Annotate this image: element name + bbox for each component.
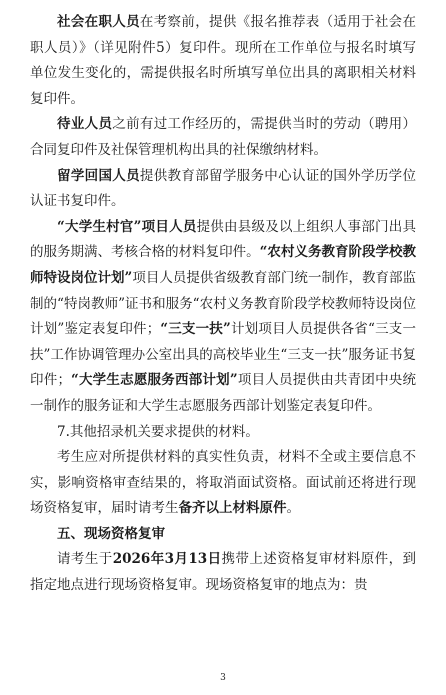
- term-village-official: “大学生村官”项目人员: [57, 218, 197, 235]
- text-three-supports: 计划项目人员提供各省“三支一扶”工作协调管理办公室出具的高校毕业生“三支一扶”服务证书复印件；: [30, 321, 417, 389]
- text-authenticity: 考生应对所提供材料的真实性负责，材料不全或主要信息不实，影响资格审查结果的，将取消面试资格。面试前还将进行现场资格复审，届时请考生: [30, 449, 416, 517]
- section-heading: 五、现场资格复审: [57, 525, 165, 542]
- paragraph-employed: [30, 10, 416, 112]
- text-returnees: 提供教育部留学服务中心认证的国外学历学位认证书复印件。: [30, 167, 417, 210]
- text-western-volunteer: 项目人员提供由共青团中央统一制作的服务证和大学生志愿服务西部计划鉴定表复印件。: [30, 372, 417, 414]
- paragraph-other-materials: 7.其他招录机关要求提供的材料。: [57, 423, 259, 440]
- paragraph-unemployed: [30, 112, 416, 163]
- term-employed: 社会在职人员: [57, 14, 140, 30]
- paragraph-onsite-review: [30, 547, 416, 598]
- page-number: 3: [220, 673, 226, 683]
- term-unemployed: 待业人员: [57, 116, 113, 133]
- text-onsite-2: 携带上述资格复审材料原件，到指定地点进行现场资格复审。现场资格复审的地点为：贵: [30, 551, 417, 594]
- emphasis-originals: 备齐以上材料原件: [178, 500, 287, 517]
- paragraph-returnees: [30, 164, 416, 215]
- term-returnees: 留学回国人员: [57, 167, 140, 184]
- text-special-post: 项目人员提供省级教育部门统一制作，教育部监制的“特岗教师”证书和服务“农村义务教育阶段学校教师特设岗位计划”鉴定表复印件；: [30, 269, 417, 338]
- term-western-volunteer: “大学生志愿服务西部计划”: [70, 372, 238, 389]
- text-employed: 在考察前，提供《报名推荐表（适用于社会在职人员）》（详见附件5）复印件。现所在工作单位与报名时填写单位发生变化的，需提供报名时所填写单位出具的离职相关材料复印件。: [30, 14, 417, 107]
- paragraph-programs: [30, 215, 416, 420]
- term-special-post: “农村义务教育阶段学校教师特设岗位计划”: [30, 244, 417, 286]
- text-authenticity-end: 。: [286, 500, 300, 517]
- text-village-official: 提供由县级及以上组织人事部门出具的服务期满、考核合格的材料复印件。: [30, 218, 417, 261]
- review-date: 2026年3月13日: [112, 551, 222, 568]
- text-onsite-1: 请考生于: [57, 551, 113, 568]
- term-three-supports: “三支一扶”: [160, 321, 231, 338]
- paragraph-authenticity: [30, 445, 416, 522]
- text-unemployed: 之前有过工作经历的，需提供当时的劳动（聘用）合同复印件及社保管理机构出具的社保缴纳材料。: [30, 116, 417, 158]
